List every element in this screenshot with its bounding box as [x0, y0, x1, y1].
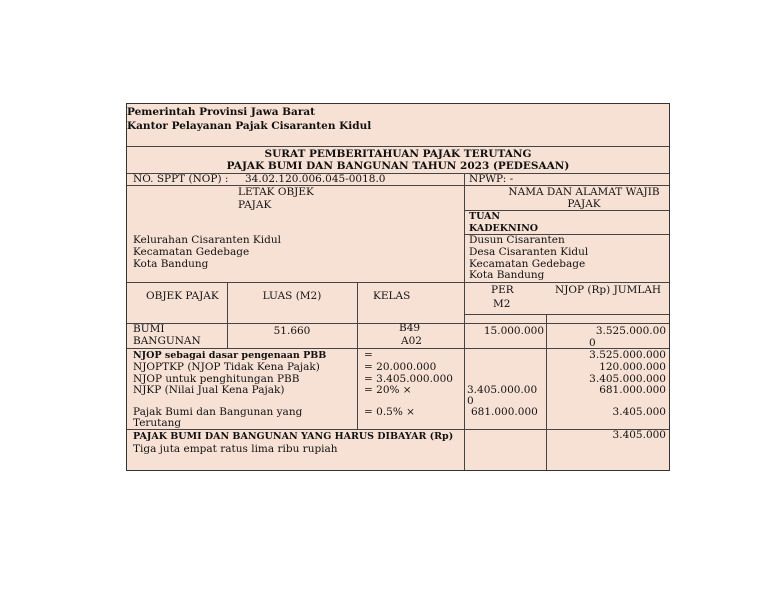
total-value: 3.405.000	[612, 429, 666, 441]
header-government: Pemerintah Provinsi Jawa Barat	[127, 106, 316, 118]
npwp-value: NPWP: -	[469, 173, 514, 185]
calc-mid-pbb: 681.000.000	[471, 406, 538, 418]
row-jumlah-2: 0	[589, 337, 596, 349]
nop-label: NO. SPPT (NOP) :	[133, 173, 229, 185]
row-objek-1: BUMI	[133, 323, 165, 335]
row-objek-2: BANGUNAN	[133, 335, 201, 347]
divider-table-header	[127, 323, 669, 324]
calc-label-njop-dasar: NJOP sebagai dasar pengenaan PBB	[133, 350, 327, 361]
objek-heading-1: LETAK OBJEK	[238, 186, 314, 198]
divider-location	[127, 282, 669, 283]
divider-per-header	[464, 314, 669, 315]
objek-kecamatan: Kecamatan Gedebage	[133, 246, 250, 258]
divider-right-column	[464, 173, 465, 470]
wajib-address-4: Kota Bandung	[469, 269, 545, 281]
calc-label-pbb-2: Terutang	[133, 417, 182, 429]
objek-kota: Kota Bandung	[133, 258, 209, 270]
document-title: SURAT PEMBERITAHUAN PAJAK TERUTANG	[264, 148, 532, 160]
total-in-words: Tiga juta empat ratus lima ribu rupiah	[133, 443, 338, 455]
calc-label-pbb-1: Pajak Bumi dan Bangunan yang	[133, 406, 303, 418]
wajib-address-2: Desa Cisaranten Kidul	[469, 246, 589, 258]
wajib-address-3: Kecamatan Gedebage	[469, 258, 586, 270]
divider-header	[127, 146, 669, 147]
calc-eq-1: =	[364, 349, 373, 361]
row-luas: 51.660	[273, 325, 311, 337]
col-header-per-2: M2	[493, 298, 511, 310]
col-header-per-1: PER	[491, 284, 514, 296]
col-header-luas: LUAS (M2)	[262, 290, 322, 302]
row-kelas-1: B49	[399, 322, 421, 334]
calc-eq-4: = 20% ×	[364, 384, 412, 396]
row-per-m2: 15.000.000	[483, 325, 544, 337]
calc-eq-5: = 0.5% ×	[364, 406, 415, 418]
calc-eq-3: = 3.405.000.000	[364, 373, 453, 385]
col-header-njop: NJOP (Rp) JUMLAH	[555, 284, 662, 296]
calc-value-1: 3.525.000.000	[589, 349, 666, 361]
col-header-kelas: KELAS	[373, 290, 411, 302]
total-label: PAJAK BUMI DAN BANGUNAN YANG HARUS DIBAYAR (Rp)	[133, 431, 454, 442]
calc-mid-njkp-1: 3.405.000.00	[467, 384, 538, 396]
calc-value-4: 681.000.000	[599, 384, 666, 396]
calc-value-2: 120.000.000	[599, 361, 666, 373]
calc-label-njop-hitung: NJOP untuk penghitungan PBB	[133, 373, 300, 385]
wajib-address-1: Dusun Cisaranten	[469, 234, 565, 246]
calc-label-njkp: NJKP (Nilai Jual Kena Pajak)	[133, 384, 285, 396]
wajib-heading-1: NAMA DAN ALAMAT WAJIB	[508, 186, 660, 198]
wajib-name-1: TUAN	[469, 211, 501, 222]
row-kelas-2: A02	[401, 335, 422, 347]
wajib-heading-2: PAJAK	[567, 198, 601, 210]
calc-value-5: 3.405.000	[612, 406, 666, 418]
objek-kelurahan: Kelurahan Cisaranten Kidul	[133, 234, 281, 246]
calc-label-njoptkp: NJOPTKP (NJOP Tidak Kena Pajak)	[133, 361, 320, 373]
wajib-name-2: KADEKNINO	[469, 223, 539, 234]
divider-col-kelas	[357, 282, 358, 429]
nop-value: 34.02.120.006.045-0018.0	[245, 173, 386, 185]
col-header-objek: OBJEK PAJAK	[146, 290, 219, 302]
calc-value-3: 3.405.000.000	[589, 373, 666, 385]
calc-mid-njkp-2: 0	[467, 395, 474, 407]
header-office: Kantor Pelayanan Pajak Cisaranten Kidul	[127, 120, 372, 132]
document-subtitle: PAJAK BUMI DAN BANGUNAN TAHUN 2023 (PEDESAAN)	[226, 160, 570, 172]
sppt-form	[126, 103, 670, 471]
row-jumlah-1: 3.525.000.00	[595, 325, 666, 337]
objek-heading-2: PAJAK	[238, 199, 272, 211]
calc-eq-2: = 20.000.000	[364, 361, 437, 373]
